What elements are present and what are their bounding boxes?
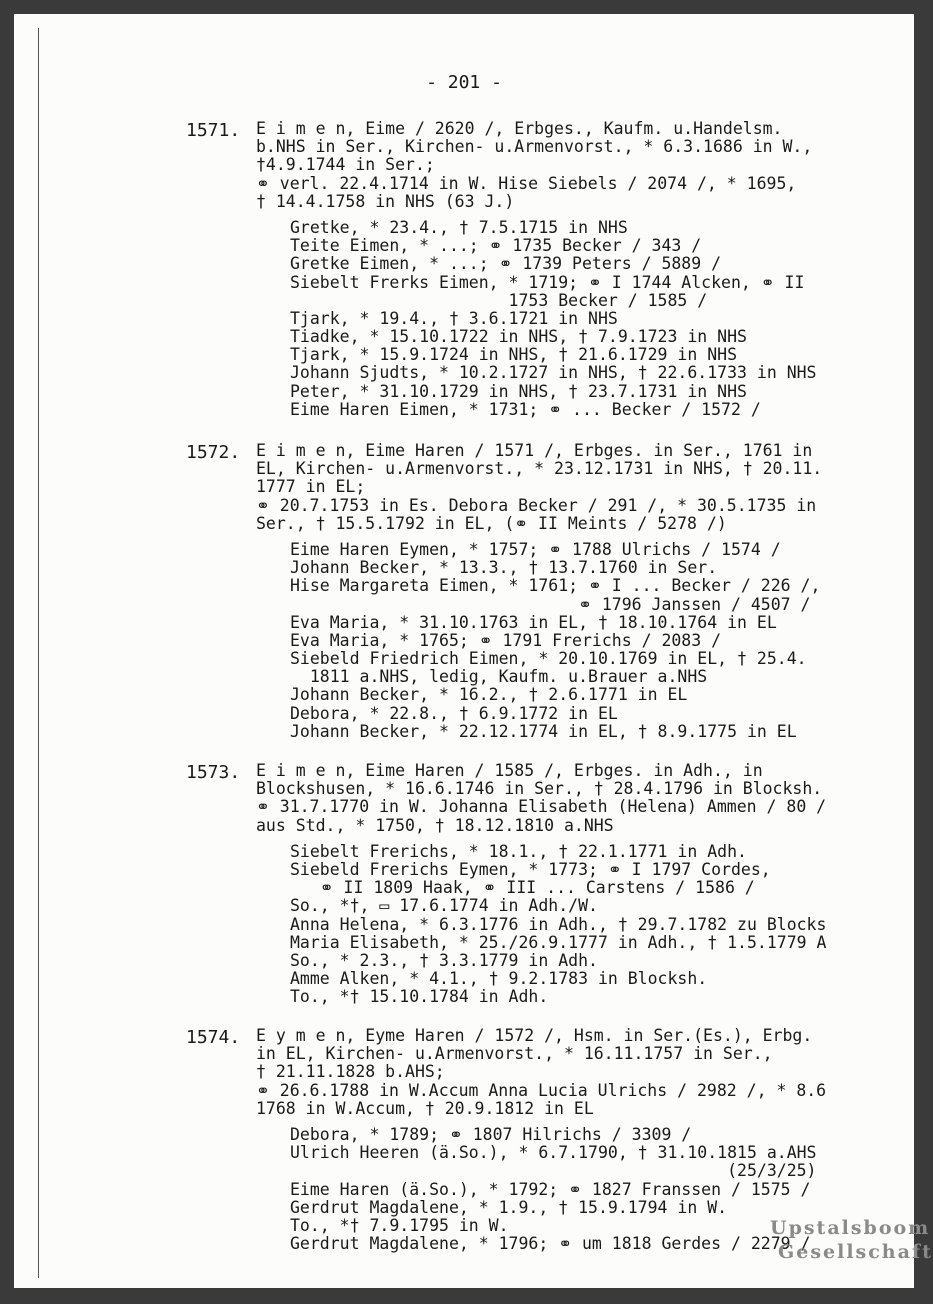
child-line: Tjark, * 19.4., † 3.6.1721 in NHS xyxy=(290,308,618,328)
child-line: ⚭ 1796 Janssen / 4507 / xyxy=(290,594,811,614)
child-line: Johann Becker, * 16.2., † 2.6.1771 in EL xyxy=(290,685,688,705)
entry-text-line: ⚭ 31.7.1770 in W. Johanna Elisabeth (Helena) Ammen / 80 / xyxy=(256,797,827,817)
page-number: - 201 - xyxy=(426,72,502,93)
child-line: Gretke Eimen, * ...; ⚭ 1739 Peters / 5889 / xyxy=(290,254,722,274)
entry-number: 1573. xyxy=(186,762,241,783)
entry-text-line: b.NHS in Ser., Kirchen- u.Armenvorst., * 6.3.1686 in W., xyxy=(256,137,813,157)
child-line: Gerdrut Magdalene, * 1796; ⚭ um 1818 Gerdes / 2279 / xyxy=(290,1234,811,1254)
child-line: ⚭ II 1809 Haak, ⚭ III ... Carstens / 1586 / xyxy=(290,878,755,898)
child-line: Debora, * 1789; ⚭ 1807 Hilrichs / 3309 / xyxy=(290,1124,692,1144)
entry-text-line: in EL, Kirchen- u.Armenvorst., * 16.11.1757 in Ser., xyxy=(256,1044,773,1064)
child-line: Eime Haren (ä.So.), * 1792; ⚭ 1827 Franssen / 1575 / xyxy=(290,1179,811,1199)
entry-text-line: EL, Kirchen- u.Armenvorst., * 23.12.1731 in NHS, † 20.11. xyxy=(256,459,823,479)
child-line: So., * 2.3., † 3.3.1779 in Adh. xyxy=(290,950,598,970)
child-line: Maria Elisabeth, * 25./26.9.1777 in Adh., † 1.5.1779 A xyxy=(290,932,827,952)
entry-text-line: aus Std., * 1750, † 18.12.1810 a.NHS xyxy=(256,815,614,835)
child-line: 1753 Becker / 1585 / xyxy=(290,290,708,310)
child-line: (25/3/25) xyxy=(290,1161,817,1181)
entry-1571 xyxy=(186,120,914,419)
child-line: Gerdrut Magdalene, * 1.9., † 15.9.1794 in W. xyxy=(290,1197,728,1217)
entry-number: 1574. xyxy=(186,1027,241,1048)
entry-text-line: E y m e n, Eyme Haren / 1572 /, Hsm. in Ser.(Es.), Erbg. xyxy=(256,1026,813,1045)
watermark-line: Upstalsboom xyxy=(770,1217,931,1239)
entry-number: 1571. xyxy=(186,120,241,141)
child-line: Johann Becker, * 13.3., † 13.7.1760 in Ser. xyxy=(290,558,718,578)
child-line: So., *†, ▭ 17.6.1774 in Adh./W. xyxy=(290,896,598,916)
child-line: Ulrich Heeren (ä.So.), * 6.7.1790, † 31.10.1815 a.AHS xyxy=(290,1143,817,1163)
child-line: Johann Sjudts, * 10.2.1727 in NHS, † 22.6.1733 in NHS xyxy=(290,363,817,383)
child-line: Siebeld Friedrich Eimen, * 20.10.1769 in EL, † 25.4. xyxy=(290,649,807,669)
entry-text-line: ⚭ verl. 22.4.1714 in W. Hise Siebels / 2074 /, * 1695, xyxy=(256,173,797,193)
child-line: Siebeld Frerichs Eymen, * 1773; ⚭ I 1797 Cordes, xyxy=(290,859,771,879)
entry-text-line: Blockshusen, * 16.6.1746 in Ser., † 28.4.1796 in Blocksh. xyxy=(256,779,823,799)
child-line: 1811 a.NHS, ledig, Kaufm. u.Brauer a.NHS xyxy=(290,667,708,687)
entry-1573 xyxy=(186,762,914,1006)
child-line: Siebelt Frerks Eimen, * 1719; ⚭ I 1744 Alcken, ⚭ II xyxy=(290,272,805,292)
child-line: Eva Maria, * 31.10.1763 in EL, † 18.10.1764 in EL xyxy=(290,612,777,632)
entry-text-line: E i m e n, Eime Haren / 1585 /, Erbges. in Adh., in xyxy=(256,761,763,780)
child-line: Eime Haren Eimen, * 1731; ⚭ ... Becker / 1572 / xyxy=(290,399,761,419)
entry-text-line: ⚭ 20.7.1753 in Es. Debora Becker / 291 /, * 30.5.1735 in xyxy=(256,495,817,515)
child-line: To., *† 15.10.1784 in Adh. xyxy=(290,987,549,1007)
child-line: Peter, * 31.10.1729 in NHS, † 23.7.1731 in NHS xyxy=(290,381,747,401)
child-line: Anna Helena, * 6.3.1776 in Adh., † 29.7.1782 zu Blocks xyxy=(290,914,827,934)
entry-text-line: 1768 in W.Accum, † 20.9.1812 in EL xyxy=(256,1098,594,1118)
entry-text-line: Ser., † 15.5.1792 in EL, (⚭ II Meints / 5278 /) xyxy=(256,513,727,533)
entry-text-line: †4.9.1744 in Ser.; xyxy=(256,155,435,175)
entry-text-line: † 14.4.1758 in NHS (63 J.) xyxy=(256,191,515,211)
entry-text-line: ⚭ 26.6.1788 in W.Accum Anna Lucia Ulrichs / 2982 /, * 8.6 xyxy=(256,1080,827,1100)
child-line: Siebelt Frerichs, * 18.1., † 22.1.1771 in Adh. xyxy=(290,841,747,861)
watermark xyxy=(770,1216,933,1264)
entry-text-line: E i m e n, Eime Haren / 1571 /, Erbges. in Ser., 1761 in xyxy=(256,441,813,460)
entry-text-line: E i m e n, Eime / 2620 /, Erbges., Kaufm. u.Handelsm. xyxy=(256,119,783,138)
child-line: Eime Haren Eymen, * 1757; ⚭ 1788 Ulrichs / 1574 / xyxy=(290,539,781,559)
document-page xyxy=(14,14,933,1288)
watermark-line: Gesellschaft xyxy=(778,1241,933,1263)
entry-1572 xyxy=(186,442,914,741)
child-line: Teite Eimen, * ...; ⚭ 1735 Becker / 343 / xyxy=(290,236,702,256)
child-line: Tjark, * 15.9.1724 in NHS, † 21.6.1729 in NHS xyxy=(290,345,738,365)
entry-text-line: † 21.11.1828 b.AHS; xyxy=(256,1062,445,1082)
child-line: To., *† 7.9.1795 in W. xyxy=(290,1215,509,1235)
child-line: Gretke, * 23.4., † 7.5.1715 in NHS xyxy=(290,217,628,237)
child-line: Tiadke, * 15.10.1722 in NHS, † 7.9.1723 in NHS xyxy=(290,327,747,347)
child-line: Amme Alken, * 4.1., † 9.2.1783 in Blocksh. xyxy=(290,969,708,989)
child-line: Eva Maria, * 1765; ⚭ 1791 Frerichs / 2083 / xyxy=(290,630,722,650)
child-line: Johann Becker, * 22.12.1774 in EL, † 8.9.1775 in EL xyxy=(290,721,797,741)
child-line: Debora, * 22.8., † 6.9.1772 in EL xyxy=(290,703,618,723)
child-line: Hise Margareta Eimen, * 1761; ⚭ I ... Becker / 226 /, xyxy=(290,576,821,596)
entry-text-line: 1777 in EL; xyxy=(256,477,366,497)
margin-line xyxy=(38,28,39,1278)
entry-number: 1572. xyxy=(186,442,241,463)
